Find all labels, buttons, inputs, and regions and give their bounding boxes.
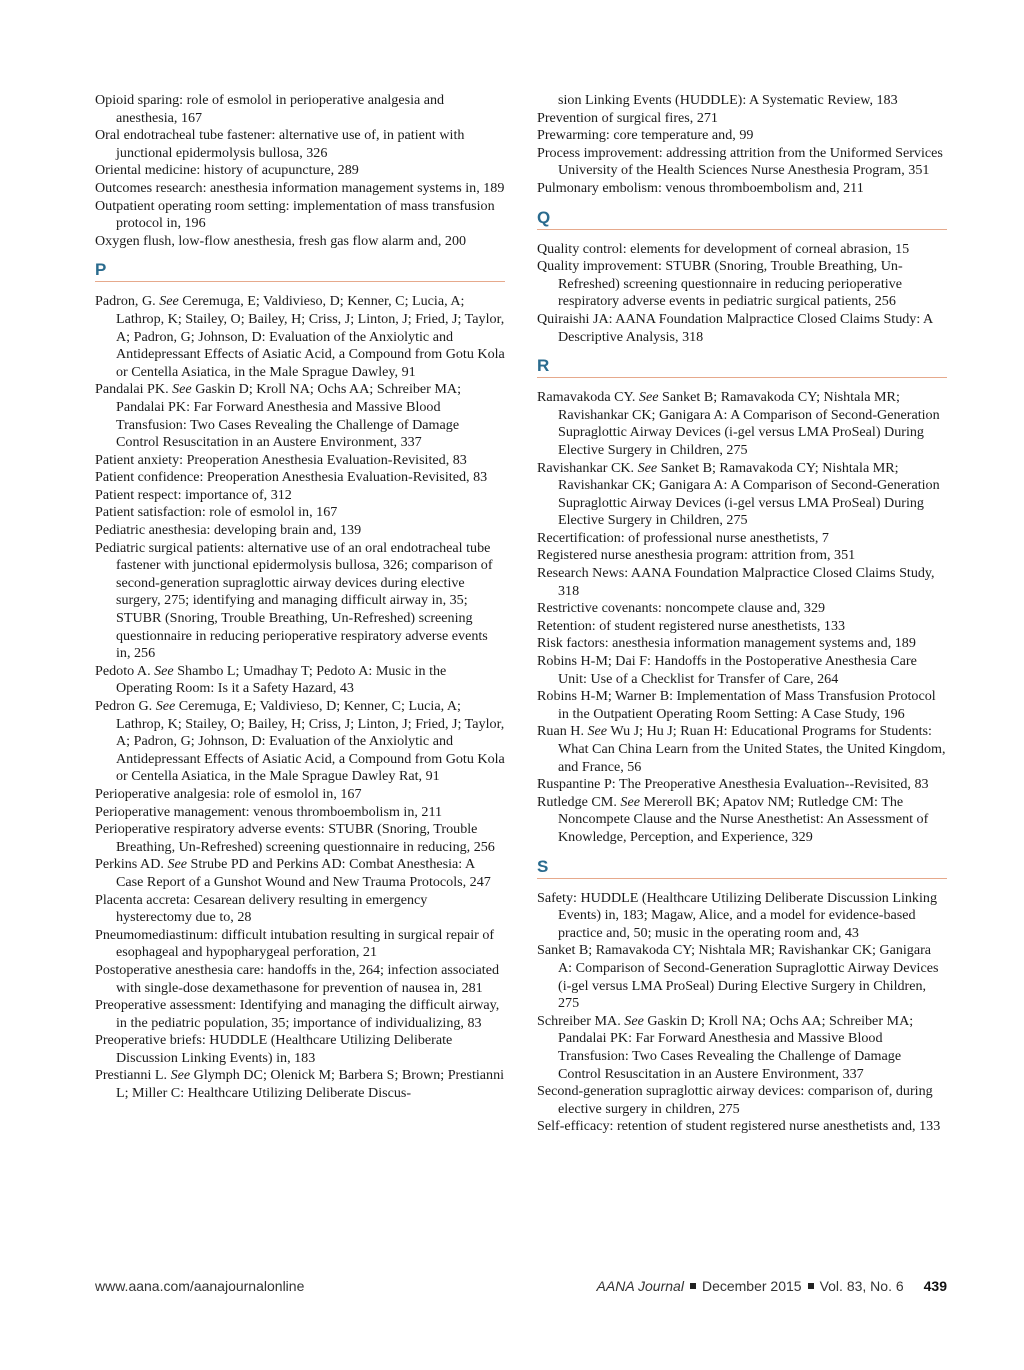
index-entry: Perioperative respiratory adverse events: STUBR (Snoring, Trouble Breathing, Un-Refreshed) screening questionnaire in reducing, 256 [95, 821, 495, 855]
section-heading-p: P [95, 260, 505, 282]
index-entry: Robins H-M; Warner B: Implementation of Mass Transfusion Protocol in the Outpatient Operating Room Setting: A Case Study, 196 [537, 688, 936, 722]
index-column-left [95, 92, 505, 1103]
index-entry: Risk factors: anesthesia information management systems and, 189 [537, 635, 916, 652]
index-entry: Recertification: of professional nurse anesthetists, 7 [537, 529, 829, 546]
index-entry: Second-generation supraglottic airway devices: comparison of, during elective surgery in children, 275 [537, 1083, 933, 1117]
footer-website: www.aana.com/aanajournalonline [95, 1278, 305, 1294]
index-entry: Oral endotracheal tube fastener: alternative use of, in patient with junctional epidermolysis bullosa, 326 [95, 127, 465, 161]
index-entry: Preoperative briefs: HUDDLE (Healthcare Utilizing Deliberate Discussion Linking Events) in, 183 [95, 1032, 453, 1066]
index-entry: Safety: HUDDLE (Healthcare Utilizing Deliberate Discussion Linking Events) in, 183; Magaw, Alice, and a model for evidence-based practice and, 50; music in the operating room and, 43 [537, 889, 937, 941]
footer-date: December 2015 [701, 1278, 802, 1294]
index-entry: Postoperative anesthesia care: handoffs in the, 264; infection associated with single-dose dexamethasone for prevention of nausea in, 281 [95, 961, 500, 996]
index-entry: Outcomes research: anesthesia information management systems in, 189 [95, 179, 505, 196]
index-entry: Patient anxiety: Preoperation Anesthesia Evaluation-Revisited, 83 [95, 451, 467, 468]
index-entry: Ravishankar CK. See Sanket B; Ramavakoda CY; Nishtala MR; Ravishankar CK; Ganigara A: A Comparison of Second-Generation Supraglottic Airway Devices (i-gel versus LMA ProSeal) During Elective Surgery in Children, 275 [537, 459, 940, 529]
index-entry: Pediatric anesthesia: developing brain and, 139 [95, 522, 362, 539]
bullet-icon [690, 1283, 696, 1289]
index-entry: Pedron G. See Ceremuga, E; Valdivieso, D; Kenner, C; Lucia, A; Lathrop, K; Stailey, O; Bailey, H; Criss, J; Linton, J; Fried, J; Taylor, A; Padron, G; Johnson, D: Evaluation of the Anxiolytic and Antidepressant Effects of Asiatic Acid, a Compound from Gotu Kola or Centella Asiatica, in the Male Sprague Dawley Rat, 91 [95, 698, 505, 785]
index-entry: Oriental medicine: history of acupuncture, 289 [95, 162, 359, 179]
index-entry: Restrictive covenants: noncompete clause and, 329 [537, 600, 826, 617]
index-entry: Perioperative management: venous thromboembolism in, 211 [95, 803, 443, 820]
index-entry: Perkins AD. See Strube PD and Perkins AD: Combat Anesthesia: A Case Report of a Gunshot Wound and New Trauma Protocols, 247 [95, 856, 491, 890]
index-entry: Opioid sparing: role of esmolol in perioperative analgesia and anesthesia, 167 [95, 92, 445, 126]
index-entry: Quiraishi JA: AANA Foundation Malpractice Closed Claims Study: A Descriptive Analysis, 318 [537, 310, 933, 345]
index-entry: Quality improvement: STUBR (Snoring, Trouble Breathing, Un-Refreshed) screening questionnaire in reducing perioperative respiratory adverse events in pediatric surgical patients, 256 [537, 258, 903, 310]
section-heading-s: S [537, 857, 947, 879]
index-entry: Padron, G. See Ceremuga, E; Valdivieso, D; Kenner, C; Lucia, A; Lathrop, K; Stailey, O; Bailey, H; Criss, J; Linton, J; Fried, J; Taylor, A; Padron, G; Johnson, D: Evaluation of the Anxiolytic and Antidepressant Effects of Asiatic Acid, a Compound from Gotu Kola or Centella Asiatica, in the Male Sprague Dawley, 91 [95, 293, 505, 380]
index-entry: Rutledge CM. See Mereroll BK; Apatov NM; Rutledge CM: The Noncompete Clause and the Nurse Anesthetist: An Assessment of Knowledge, Perception, and Experience, 329 [537, 793, 929, 845]
index-entry: Patient confidence: Preoperation Anesthesia Evaluation-Revisited, 83 [95, 469, 488, 486]
page-footer [95, 1278, 947, 1298]
index-entry: Robins H-M; Dai F: Handoffs in the Postoperative Anesthesia Care Unit: Use of a Checklist for Transfer of Care, 264 [537, 653, 917, 687]
footer-journal: AANA Journal [596, 1278, 684, 1294]
index-entry: Pulmonary embolism: venous thromboembolism and, 211 [537, 179, 864, 196]
index-entry: Patient satisfaction: role of esmolol in, 167 [95, 504, 338, 521]
index-entry: Patient respect: importance of, 312 [95, 486, 292, 503]
index-entry: Prewarming: core temperature and, 99 [537, 127, 754, 144]
bullet-icon [808, 1283, 814, 1289]
index-entry: Ramavakoda CY. See Sanket B; Ramavakoda CY; Nishtala MR; Ravishankar CK; Ganigara A: A Comparison of Second-Generation Supraglottic Airway Devices (i-gel versus LMA ProSeal) During Elective Surgery in Children, 275 [537, 389, 940, 458]
index-entry: Pedoto A. See Shambo L; Umadhay T; Pedoto A: Music in the Operating Room: Is it a Safety Hazard, 43 [95, 662, 447, 697]
index-entry: Registered nurse anesthesia program: attrition from, 351 [537, 547, 856, 564]
index-column-right [537, 92, 947, 1136]
page-number: 439 [923, 1278, 947, 1294]
index-entry: Prevention of surgical fires, 271 [537, 109, 718, 126]
footer-volume: Vol. 83, No. 6 [819, 1278, 904, 1294]
section-heading-r: R [537, 356, 947, 378]
index-entry: Oxygen flush, low-flow anesthesia, fresh gas flow alarm and, 200 [95, 232, 467, 249]
index-entry: Placenta accreta: Cesarean delivery resulting in emergency hysterectomy due to, 28 [95, 891, 428, 926]
index-entry: Retention: of student registered nurse anesthetists, 133 [537, 617, 846, 634]
index-entry: Preoperative assessment: Identifying and managing the difficult airway, in the pediatric population, 35; importance of individualizing, 83 [95, 997, 500, 1031]
index-entry-continuation: sion Linking Events (HUDDLE): A Systematic Review, 183 [558, 92, 898, 108]
index-entry: Perioperative analgesia: role of esmolol in, 167 [95, 785, 362, 802]
index-entry: Self-efficacy: retention of student registered nurse anesthetists and, 133 [537, 1118, 941, 1135]
index-entry: Pneumomediastinum: difficult intubation resulting in surgical repair of esophageal and hypopharygeal perforation, 21 [95, 926, 495, 961]
section-heading-q: Q [537, 208, 947, 230]
index-entry: Prestianni L. See Glymph DC; Olenick M; Barbera S; Brown; Prestianni L; Miller C: Healthcare Utilizing Deliberate Discus- [95, 1067, 505, 1102]
footer-citation [597, 1278, 947, 1294]
index-entry: Ruan H. See Wu J; Hu J; Ruan H: Educational Programs for Students: What Can China Learn from the United States, the United Kingdom, and France, 56 [537, 723, 946, 775]
index-entry: Schreiber MA. See Gaskin D; Kroll NA; Ochs AA; Schreiber MA; Pandalai PK: Far Forward Anesthesia and Massive Blood Transfusion: Two Cases Revealing the Challenge of Damage Control Resuscitation in an Austere Environment, 337 [537, 1012, 914, 1082]
index-entry: Quality control: elements for development of corneal abrasion, 15 [537, 240, 910, 257]
index-entry: Outpatient operating room setting: implementation of mass transfusion protocol in, 196 [95, 197, 495, 232]
index-entry: Research News: AANA Foundation Malpractice Closed Claims Study, 318 [537, 565, 935, 599]
index-entry: Process improvement: addressing attrition from the Uniformed Services University of the Health Sciences Nurse Anesthesia Program, 351 [537, 144, 943, 179]
index-entry: Pandalai PK. See Gaskin D; Kroll NA; Ochs AA; Schreiber MA; Pandalai PK: Far Forward Anesthesia and Massive Blood Transfusion: Two Cases Revealing the Challenge of Damage Control Resuscitation in an Austere Environment, 337 [95, 381, 462, 451]
index-entry: Pediatric surgical patients: alternative use of an oral endotracheal tube fastener with junctional epidermolysis bullosa, 326; comparison of second-generation supraglottic airway devices during elective surgery, 275; identifying and managing difficult airway in, 35; STUBR (Snoring, Trouble Breathing, Un-Refreshed) screening questionnaire in reducing perioperative respiratory adverse events in, 256 [95, 539, 493, 662]
index-entry: Ruspantine P: The Preoperative Anesthesia Evaluation--Revisited, 83 [537, 776, 929, 793]
index-entry: Sanket B; Ramavakoda CY; Nishtala MR; Ravishankar CK; Ganigara A: Comparison of Second-Generation Supraglottic Airway Devices (i-gel versus LMA ProSeal) During Elective Surgery in Children, 275 [537, 942, 939, 1012]
